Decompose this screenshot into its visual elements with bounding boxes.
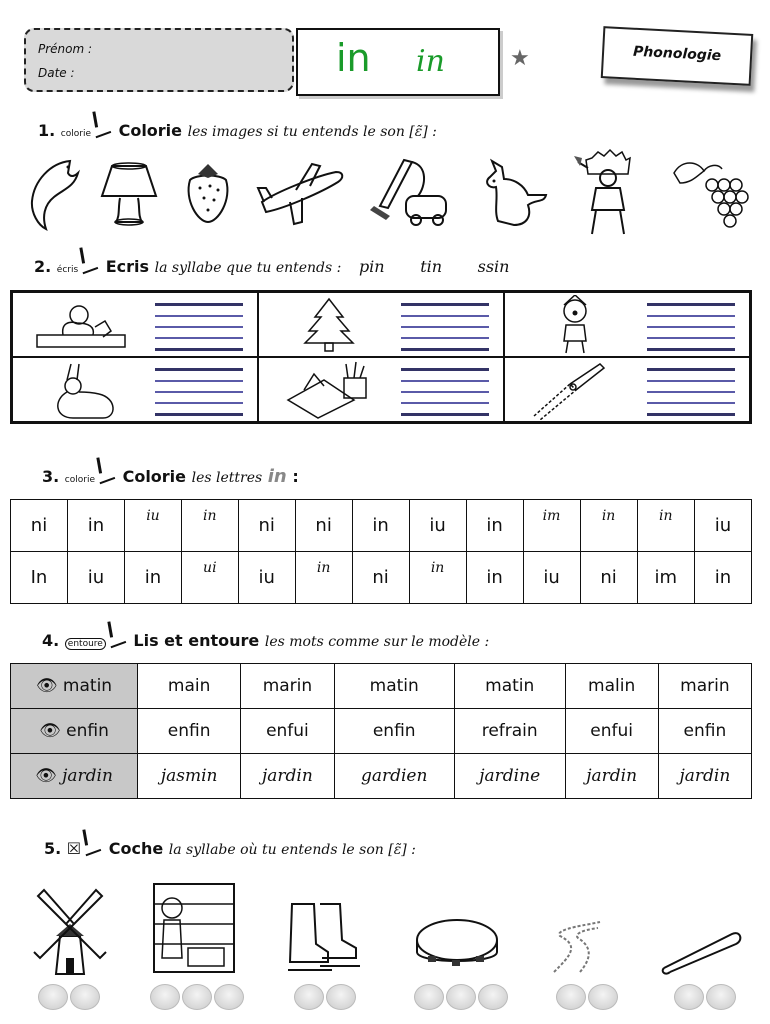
chick-icon bbox=[33, 297, 133, 353]
word-cell[interactable]: matin bbox=[454, 664, 565, 709]
ice-skates-icon bbox=[284, 880, 364, 976]
syllable-circle[interactable] bbox=[588, 984, 618, 1010]
model-cell bbox=[11, 709, 138, 754]
kangaroo-icon[interactable] bbox=[478, 152, 548, 234]
writing-lines[interactable] bbox=[155, 303, 243, 351]
syllable-circle[interactable] bbox=[446, 984, 476, 1010]
word-cell[interactable]: enfui bbox=[565, 709, 658, 754]
model-word: enfin bbox=[66, 721, 109, 741]
section-5-title bbox=[44, 838, 416, 858]
letter-cell[interactable]: ni bbox=[238, 500, 295, 552]
letter-cell[interactable]: ni bbox=[295, 500, 352, 552]
syllable-circle[interactable] bbox=[150, 984, 180, 1010]
letter-cell[interactable]: in bbox=[295, 552, 352, 604]
grid-cell bbox=[12, 292, 258, 357]
grid-cell bbox=[258, 357, 504, 422]
letter-cell[interactable]: iu bbox=[67, 552, 124, 604]
section-verb: Lis et entoure bbox=[133, 631, 260, 650]
word-cell[interactable]: enfin bbox=[334, 709, 454, 754]
small-verb: colorie bbox=[60, 129, 91, 139]
paint-set-icon bbox=[279, 362, 379, 418]
section-number: 4. bbox=[42, 631, 60, 650]
eye-icon: 👁 bbox=[35, 676, 58, 696]
pine-tree-icon bbox=[279, 297, 379, 353]
prenom-label: Prénom : bbox=[38, 42, 93, 56]
section-number: 1. bbox=[38, 121, 56, 140]
letter-cell[interactable]: im bbox=[637, 552, 694, 604]
indian-chief-icon[interactable] bbox=[572, 148, 642, 238]
section-4-title bbox=[42, 630, 489, 650]
small-verb: colorie bbox=[64, 475, 95, 485]
syllable-circles bbox=[414, 984, 508, 1010]
word-cell[interactable]: jardin bbox=[658, 754, 751, 799]
syllable-circle[interactable] bbox=[294, 984, 324, 1010]
model-word: matin bbox=[62, 676, 113, 696]
letter-cell[interactable]: iu bbox=[523, 552, 580, 604]
syllable-circles bbox=[674, 984, 736, 1010]
syllable-circle[interactable] bbox=[326, 984, 356, 1010]
words-table bbox=[10, 663, 752, 799]
section-verb: Ecris bbox=[105, 257, 150, 276]
writing-lines[interactable] bbox=[647, 368, 735, 416]
word-cell[interactable]: enfui bbox=[241, 709, 334, 754]
section-number: 3. bbox=[42, 467, 60, 486]
letter-cell[interactable]: in bbox=[181, 500, 238, 552]
letter-cell[interactable]: iu bbox=[409, 500, 466, 552]
letter-cell[interactable]: iu bbox=[238, 552, 295, 604]
subject-label: Phonologie bbox=[632, 43, 722, 65]
writing-lines[interactable] bbox=[401, 303, 489, 351]
strawberry-icon[interactable] bbox=[180, 152, 236, 234]
syllable-ssin: ssin bbox=[477, 257, 510, 276]
tambourine-icon bbox=[412, 880, 502, 976]
section-verb: Coche bbox=[108, 839, 164, 858]
sound-box bbox=[296, 28, 500, 96]
section-instruction: les mots comme sur le modèle : bbox=[264, 634, 490, 650]
syllable-circle[interactable] bbox=[182, 984, 212, 1010]
word-cell[interactable]: main bbox=[138, 664, 241, 709]
word-cell[interactable]: matin bbox=[334, 664, 454, 709]
letter-cell[interactable]: ui bbox=[181, 552, 238, 604]
table-row bbox=[11, 500, 752, 552]
pliers-icon bbox=[525, 362, 625, 418]
name-date-box bbox=[24, 28, 294, 92]
airplane-icon[interactable] bbox=[256, 152, 348, 234]
checkbox-icon: ☒ bbox=[66, 839, 82, 858]
colon: : bbox=[292, 467, 299, 486]
letter-cell[interactable]: in bbox=[67, 500, 124, 552]
subject-tag bbox=[601, 26, 754, 86]
target-letters: in bbox=[267, 466, 287, 487]
writing-lines[interactable] bbox=[647, 303, 735, 351]
word-cell[interactable]: marin bbox=[241, 664, 334, 709]
pencil-icon bbox=[81, 836, 102, 857]
pencil-icon bbox=[106, 628, 127, 649]
letter-cell[interactable]: im bbox=[523, 500, 580, 552]
clown-icon bbox=[525, 297, 625, 353]
syllable-circle[interactable] bbox=[556, 984, 586, 1010]
model-word: jardin bbox=[62, 766, 113, 786]
eye-icon: 👁 bbox=[35, 766, 57, 786]
grid-cell bbox=[504, 292, 750, 357]
writing-lines[interactable] bbox=[401, 368, 489, 416]
pencil-icon bbox=[91, 118, 112, 139]
syllable-circle[interactable] bbox=[478, 984, 508, 1010]
pencil-icon bbox=[78, 254, 99, 275]
word-cell[interactable]: jasmin bbox=[138, 754, 241, 799]
letter-cell[interactable]: in bbox=[580, 500, 637, 552]
table-row bbox=[11, 664, 752, 709]
letter-cell[interactable]: ni bbox=[11, 500, 68, 552]
model-cell bbox=[11, 664, 138, 709]
date-label: Date : bbox=[38, 66, 75, 80]
windmill-icon bbox=[30, 880, 110, 976]
section-2-title bbox=[34, 256, 509, 276]
dolphin-icon[interactable] bbox=[20, 152, 80, 234]
word-cell[interactable]: gardien bbox=[334, 754, 454, 799]
letter-cell[interactable]: in bbox=[466, 552, 523, 604]
safety-pin-icon bbox=[660, 880, 744, 976]
syllable-circles bbox=[294, 984, 356, 1010]
section-instruction: la syllabe où tu entends le son [ɛ̃] : bbox=[168, 842, 416, 858]
word-cell[interactable]: jardin bbox=[565, 754, 658, 799]
letter-cell[interactable]: in bbox=[694, 552, 751, 604]
letter-cell[interactable]: in bbox=[409, 552, 466, 604]
pencil-icon bbox=[95, 464, 116, 485]
syllable-grid bbox=[10, 290, 752, 424]
star-icon: ★ bbox=[510, 46, 530, 71]
table-row bbox=[11, 552, 752, 604]
small-verb: entoure bbox=[65, 638, 106, 650]
section-verb: Colorie bbox=[122, 467, 187, 486]
sound-print: in bbox=[336, 36, 371, 80]
grid-cell bbox=[12, 357, 258, 422]
path-icon bbox=[550, 880, 620, 976]
section-number: 2. bbox=[34, 257, 52, 276]
writing-lines[interactable] bbox=[155, 368, 243, 416]
lamp-icon[interactable] bbox=[98, 152, 160, 234]
syllable-circle[interactable] bbox=[214, 984, 244, 1010]
rabbit-icon bbox=[33, 362, 133, 418]
vacuum-icon[interactable] bbox=[368, 152, 452, 234]
model-cell bbox=[11, 754, 138, 799]
syllable-circle[interactable] bbox=[706, 984, 736, 1010]
sound-cursive: in bbox=[416, 44, 445, 79]
syllable-circles bbox=[38, 984, 100, 1010]
syllable-circle[interactable] bbox=[414, 984, 444, 1010]
word-cell[interactable]: refrain bbox=[454, 709, 565, 754]
syllable-circles bbox=[556, 984, 618, 1010]
word-cell[interactable]: enfin bbox=[138, 709, 241, 754]
syllable-tin: tin bbox=[420, 257, 443, 276]
syllable-circle[interactable] bbox=[674, 984, 704, 1010]
shop-icon bbox=[150, 880, 238, 976]
section-instruction: la syllabe que tu entends : bbox=[154, 260, 342, 276]
word-cell[interactable]: jardine bbox=[454, 754, 565, 799]
word-cell[interactable]: jardin bbox=[241, 754, 334, 799]
letter-cell[interactable]: in bbox=[637, 500, 694, 552]
letter-cell[interactable]: in bbox=[124, 552, 181, 604]
section-1-title bbox=[38, 120, 437, 140]
letter-cell[interactable]: ni bbox=[352, 552, 409, 604]
section-verb: Colorie bbox=[118, 121, 183, 140]
letter-cell[interactable]: iu bbox=[694, 500, 751, 552]
letter-cell[interactable]: in bbox=[352, 500, 409, 552]
table-row bbox=[11, 709, 752, 754]
word-cell[interactable]: malin bbox=[565, 664, 658, 709]
table-row bbox=[11, 754, 752, 799]
letter-cell[interactable]: In bbox=[11, 552, 68, 604]
syllable-circles bbox=[150, 984, 244, 1010]
section-instruction: les lettres bbox=[191, 470, 263, 486]
syllable-circle[interactable] bbox=[38, 984, 68, 1010]
grapes-icon[interactable] bbox=[668, 152, 750, 234]
grid-cell bbox=[258, 292, 504, 357]
word-cell[interactable]: marin bbox=[658, 664, 751, 709]
word-cell[interactable]: enfin bbox=[658, 709, 751, 754]
letter-cell[interactable]: in bbox=[466, 500, 523, 552]
section-instruction: les images si tu entends le son [ɛ̃] : bbox=[187, 124, 437, 140]
letter-cell[interactable]: iu bbox=[124, 500, 181, 552]
section-number: 5. bbox=[44, 839, 62, 858]
small-verb: écris bbox=[56, 265, 79, 275]
syllable-circle[interactable] bbox=[70, 984, 100, 1010]
letters-table bbox=[10, 499, 752, 604]
syllable-pin: pin bbox=[358, 257, 385, 276]
letter-cell[interactable]: ni bbox=[580, 552, 637, 604]
section-3-title bbox=[42, 466, 299, 487]
eye-icon: 👁 bbox=[39, 721, 61, 741]
grid-cell bbox=[504, 357, 750, 422]
